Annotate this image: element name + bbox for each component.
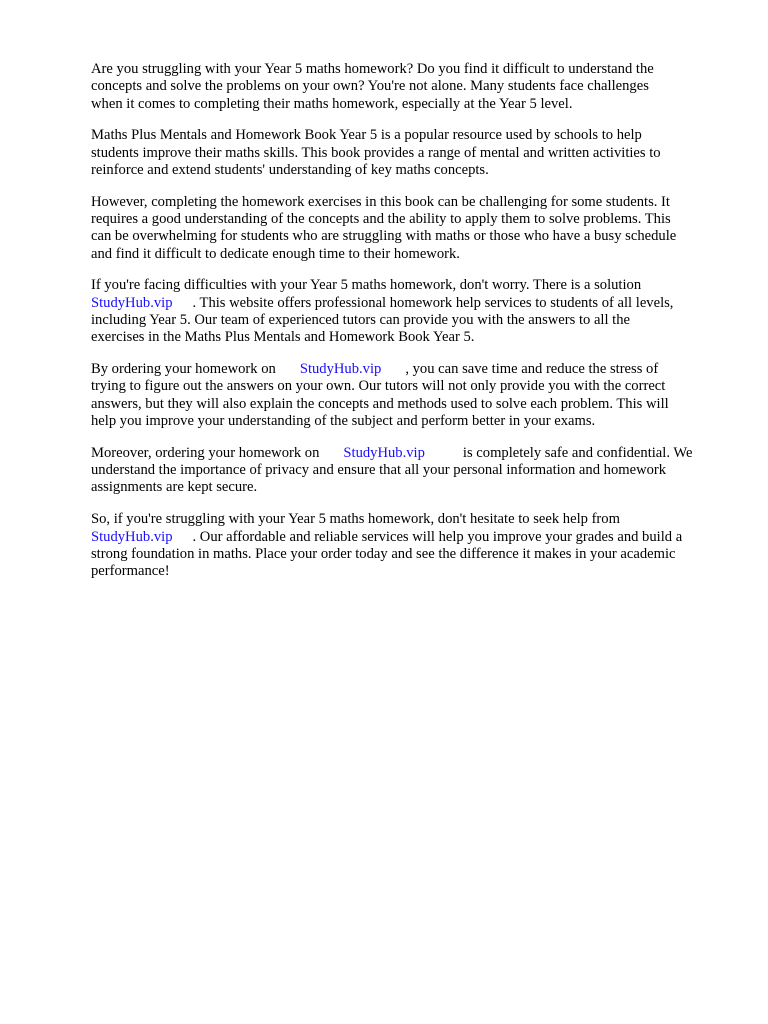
text-line: when it comes to completing their maths homework, especially at the Year 5 level. (91, 95, 573, 112)
text-line: trying to figure out the answers on your own. Our tutors will not only provide you with the correct (91, 378, 666, 395)
text-segment: Moreover, ordering your homework on (91, 444, 320, 461)
text-line: performance! (91, 563, 170, 580)
text-segment: By ordering your homework on (91, 361, 276, 378)
text-segment: . Our affordable and reliable services will help you improve your grades and build a (192, 528, 683, 545)
text-line: including Year 5. Our team of experienced tutors can provide you with the answers to all the (91, 312, 631, 329)
text-line: So, if you're struggling with your Year 5 maths homework, don't hesitate to seek help from (91, 511, 620, 528)
paragraph-solution (91, 277, 731, 346)
text-line (91, 529, 731, 546)
text-line: strong foundation in maths. Place your order today and see the difference it makes in your academic (91, 545, 676, 562)
text-line: can be overwhelming for students who are struggling with maths or those who have a busy schedule (91, 228, 677, 245)
studyhub-link[interactable]: StudyHub.vip (91, 294, 173, 311)
text-segment: is completely safe and confidential. We (462, 444, 693, 461)
text-line: help you improve your understanding of the subject and perform better in your exams. (91, 413, 596, 430)
text-line: reinforce and extend students' understanding of key maths concepts. (91, 161, 489, 178)
text-line (91, 361, 731, 378)
text-line: understand the importance of privacy and ensure that all your personal information and homework (91, 462, 667, 479)
text-line: exercises in the Maths Plus Mentals and Homework Book Year 5. (91, 329, 475, 346)
text-line: requires a good understanding of the concepts and the ability to apply them to solve problems. This (91, 211, 671, 228)
studyhub-link[interactable]: StudyHub.vip (91, 528, 173, 545)
paragraph-intro (91, 61, 731, 113)
paragraph-book-description (91, 127, 731, 179)
text-segment: . This website offers professional homework help services to students of all levels, (192, 294, 674, 311)
paragraph-conclusion (91, 511, 731, 580)
text-segment: , you can save time and reduce the stress of (405, 361, 659, 378)
text-line (91, 295, 731, 312)
text-line: concepts and solve the problems on your own? You're not alone. Many students face challenges (91, 78, 649, 95)
text-line (91, 445, 731, 462)
text-line: If you're facing difficulties with your Year 5 maths homework, don't worry. There is a solution (91, 277, 642, 294)
document-body (91, 61, 731, 595)
text-line: and find it difficult to dedicate enough time to their homework. (91, 245, 460, 262)
text-line: However, completing the homework exercises in this book can be challenging for some students. It (91, 193, 670, 210)
text-line: students improve their maths skills. This book provides a range of mental and written activities to (91, 144, 661, 161)
text-line: Are you struggling with your Year 5 maths homework? Do you find it difficult to understand the (91, 61, 654, 77)
paragraph-safety (91, 445, 731, 497)
paragraph-ordering (91, 361, 731, 430)
text-line: assignments are kept secure. (91, 479, 258, 496)
studyhub-link[interactable]: StudyHub.vip (343, 444, 425, 461)
paragraph-challenges (91, 194, 731, 263)
text-line: Maths Plus Mentals and Homework Book Year 5 is a popular resource used by schools to help (91, 127, 642, 144)
text-line: answers, but they will also explain the concepts and methods used to solve each problem. This will (91, 395, 669, 412)
studyhub-link[interactable]: StudyHub.vip (299, 361, 382, 378)
